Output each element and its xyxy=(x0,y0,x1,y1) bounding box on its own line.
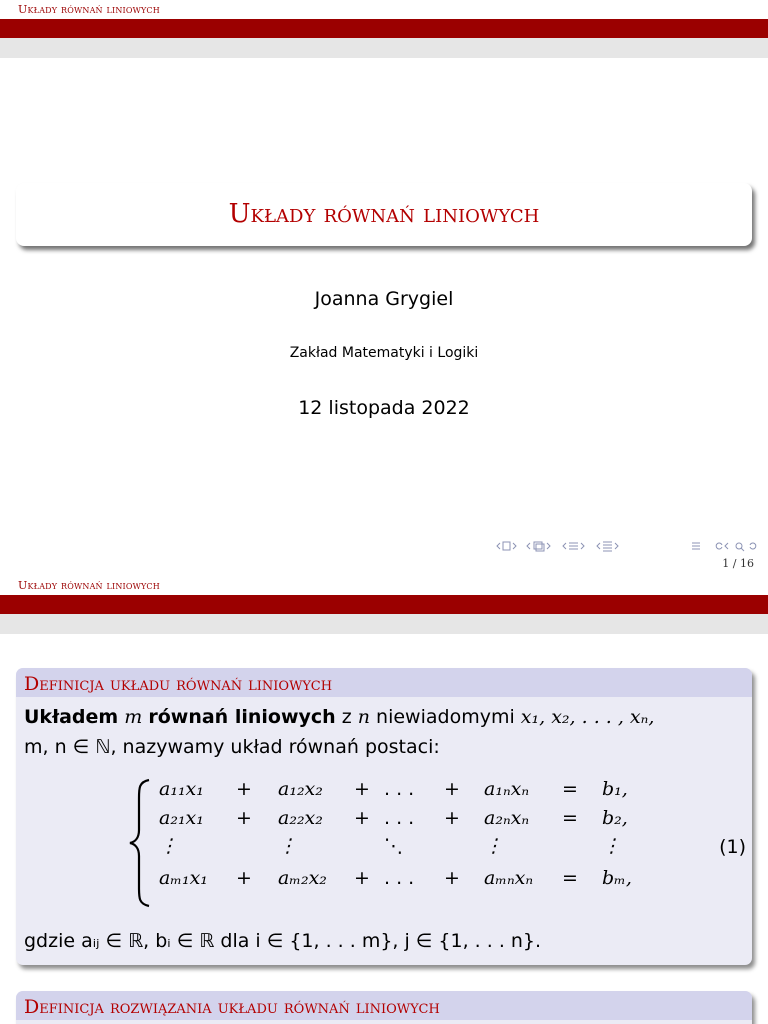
running-title: Układy równań liniowych xyxy=(18,579,160,592)
author: Joanna Grygiel xyxy=(314,288,454,310)
nav-search-icon[interactable] xyxy=(736,543,756,551)
definition-slide xyxy=(0,576,768,1024)
equation-cell: + xyxy=(354,807,370,829)
equation-cell: a₂ₙxₙ xyxy=(484,807,530,829)
headline-bar xyxy=(0,576,768,595)
equation-cell: b₁, xyxy=(602,778,628,800)
nav-prev-frame-icon[interactable] xyxy=(527,542,550,551)
equation-cell: a₂₁x₁ xyxy=(159,807,204,829)
equation-cell: b₂, xyxy=(602,807,628,829)
equation-cell: + xyxy=(444,807,460,829)
nav-toc-icon[interactable] xyxy=(716,543,728,549)
navigation-bar xyxy=(496,539,762,553)
equation-cell: + xyxy=(444,867,460,889)
institute: Zakład Matematyki i Logiki xyxy=(289,345,479,361)
headline-gray-stripe xyxy=(0,614,768,634)
equation-cell: ⋮ xyxy=(159,835,178,857)
headline-bar xyxy=(0,0,768,19)
headline-red-stripe xyxy=(0,19,768,38)
equation-cell: + xyxy=(354,778,370,800)
nav-prev-section-icon[interactable] xyxy=(597,542,618,551)
block-title-bar xyxy=(16,668,752,697)
equation-cell: ⋮ xyxy=(278,835,297,857)
left-brace-icon xyxy=(127,778,153,908)
equation-cell: ⋮ xyxy=(484,835,503,857)
date: 12 listopada 2022 xyxy=(298,397,470,419)
nav-next-frame-icon[interactable] xyxy=(563,543,584,549)
equation-cell: + xyxy=(236,867,252,889)
term-bold: Układem xyxy=(24,706,119,728)
presentation-title-box xyxy=(16,183,752,246)
variables-list: x₁, x₂, . . . , xₙ, xyxy=(520,706,655,728)
equation-cell: a₁ₙxₙ xyxy=(484,778,530,800)
equation-cell: ⋱ xyxy=(384,835,403,857)
definition-block-solution xyxy=(16,991,752,1024)
block-title-bar xyxy=(16,991,752,1020)
equation-cell: = xyxy=(562,807,578,829)
equation-cell: + xyxy=(444,778,460,800)
equation-cell: + xyxy=(354,867,370,889)
word-z: z xyxy=(341,706,352,728)
equation-cell: a₂₂x₂ xyxy=(278,807,323,829)
definition-line-1 xyxy=(24,706,654,728)
word-unknowns: niewiadomymi xyxy=(376,706,515,728)
var-m: m xyxy=(124,706,143,728)
var-n: n xyxy=(357,706,370,728)
equation-cell: aₘ₂x₂ xyxy=(278,867,327,889)
running-title: Układy równań liniowych xyxy=(18,3,160,16)
nav-next-section-icon[interactable] xyxy=(692,543,700,549)
headline-red-stripe xyxy=(0,595,768,614)
equation-cell: = xyxy=(562,778,578,800)
equation-cell: aₘₙxₙ xyxy=(484,867,534,889)
equation-number: (1) xyxy=(719,836,746,858)
block-title: Definicja układu równań liniowych xyxy=(24,673,333,695)
equation-cell: + xyxy=(236,778,252,800)
definition-line-2: m, n ∈ ℕ, nazywamy układ równań postaci: xyxy=(24,736,440,758)
page-number: 1 / 16 xyxy=(722,557,754,570)
equation-cell: . . . xyxy=(384,867,415,889)
definition-block-linear-system xyxy=(16,668,752,965)
equation-cell: = xyxy=(562,867,578,889)
equation-cell: a₁₂x₂ xyxy=(278,778,323,800)
presentation-title: Układy równań liniowych xyxy=(228,199,540,229)
equation-cell: aₘ₁x₁ xyxy=(159,867,208,889)
equation-cell: bₘ, xyxy=(602,867,632,889)
equation-cell: . . . xyxy=(384,807,415,829)
equation-cell: + xyxy=(236,807,252,829)
headline-gray-stripe xyxy=(0,38,768,58)
equation-cell: ⋮ xyxy=(602,835,621,857)
equation-cell: a₁₁x₁ xyxy=(159,778,204,800)
definition-footer: gdzie aᵢⱼ ∈ ℝ, bᵢ ∈ ℝ dla i ∈ {1, . . . m}, j ∈ {1, . . . n}. xyxy=(24,930,542,952)
equation-cell: . . . xyxy=(384,778,415,800)
term-bold-2: równań liniowych xyxy=(148,706,336,728)
nav-first-icon[interactable] xyxy=(497,542,516,550)
block-title: Definicja rozwiązania układu równań liniowych xyxy=(24,996,440,1018)
